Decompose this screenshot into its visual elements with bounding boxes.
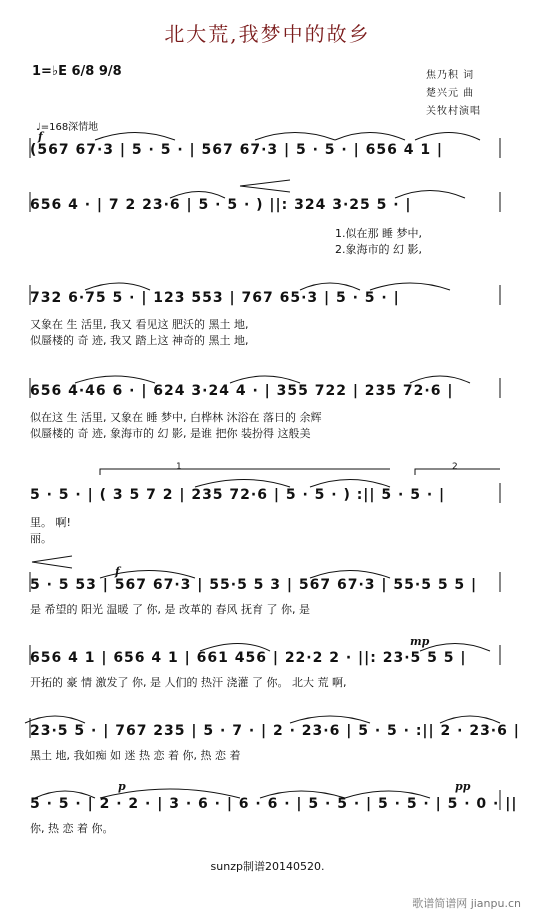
notation-line-4: 656 4·46 6 · | 624 3·24 4 · | 355 722 | 235 72·6 | — [30, 383, 454, 399]
dynamic-forte-1: f — [38, 130, 43, 143]
notation-line-7: 656 4 1 | 656 4 1 | 661 456 | 22·2 2 · ||: 23·5 5 5 | — [30, 650, 467, 666]
performer-credit: 关牧村演唱 — [426, 106, 481, 117]
volta-1-label: 1 — [176, 462, 182, 472]
notation-line-8: 23·5 5 · | 767 235 | 5 · 7 · | 2 · 23·6 | 5 · 5 · :|| 2 · 23·6 | — [30, 723, 520, 739]
notation-line-1: (567 67·3 | 5 · 5 · | 567 67·3 | 5 · 5 · | 656 4 1 | — [30, 142, 444, 158]
dynamic-mezzo-piano: mp — [410, 635, 430, 648]
lyric-line-9: 你, 热 恋 着 你。 — [30, 822, 114, 835]
lyric-line-5a: 里。 啊! — [30, 516, 71, 529]
dynamic-forte-2: f — [115, 565, 120, 578]
lyric-line-7: 开拓的 豪 情 激发了 你, 是 人们的 热汗 浇灌 了 你。 北大 荒 啊, — [30, 676, 347, 689]
notation-line-9: 5 · 5 · | 2 · 2 · | 3 · 6 · | 6 · 6 · | 5 · 5 · | 5 · 5 · | 5 · 0 · || — [30, 796, 518, 812]
lyric-line-5b: 丽。 — [30, 532, 52, 545]
lyric-line-4a: 似在这 生 活里, 又象在 睡 梦中, 白桦林 沐浴在 落日的 余辉 — [30, 411, 322, 424]
dynamic-piano: p — [118, 780, 126, 793]
notation-line-5: 5 · 5 · | ( 3 5 7 2 | 235 72·6 | 5 · 5 · ) :|| 5 · 5 · | — [30, 487, 446, 503]
site-watermark: 歌谱简谱网 jianpu.cn — [412, 897, 521, 910]
lyricist-credit: 焦乃积 词 — [426, 70, 475, 81]
tempo-marking: ♩=168深情地 — [36, 122, 99, 133]
transcriber-footer: sunzp制谱20140520. — [210, 860, 325, 873]
lyric-line-6: 是 希望的 阳光 温暖 了 你, 是 改革的 春风 抚育 了 你, 是 — [30, 603, 310, 616]
lyric-line-2b: 2.象海市的 幻 影, — [335, 243, 422, 256]
notation-line-3: 732 6·75 5 · | 123 553 | 767 65·3 | 5 · 5 · | — [30, 290, 400, 306]
song-title: 北大荒,我梦中的故乡 — [164, 22, 371, 46]
notation-line-6: 5 · 5 53 | 567 67·3 | 55·5 5 3 | 567 67·3 | 55·5 5 5 | — [30, 577, 478, 593]
dynamic-pianissimo: pp — [455, 780, 471, 793]
notation-line-2: 656 4 · | 7 2 23·6 | 5 · 5 · ) ||: 324 3·25 5 · | — [30, 197, 412, 213]
lyric-line-2a: 1.似在那 睡 梦中, — [335, 227, 422, 240]
lyric-line-4b: 似蜃楼的 奇 迹, 象海市的 幻 影, 是谁 把你 装扮得 这般美 — [30, 427, 311, 440]
lyric-line-8: 黑土 地, 我如痴 如 迷 热 恋 着 你, 热 恋 着 — [30, 749, 241, 762]
lyric-line-3b: 似蜃楼的 奇 迹, 我又 踏上这 神奇的 黑土 地, — [30, 334, 249, 347]
lyric-line-3a: 又象在 生 活里, 我又 看见这 肥沃的 黑土 地, — [30, 318, 249, 331]
key-signature: 1=♭E 6/8 9/8 — [32, 64, 122, 79]
composer-credit: 楚兴元 曲 — [426, 88, 475, 99]
volta-2-label: 2 — [452, 462, 458, 472]
